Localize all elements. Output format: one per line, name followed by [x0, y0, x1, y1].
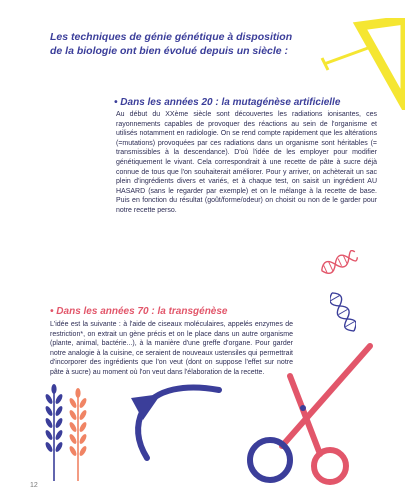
dna-icon — [330, 288, 356, 336]
section-1-title — [114, 97, 384, 108]
scissors-icon — [220, 340, 380, 490]
section-1-title-text: Dans les années 20 : la mutagénèse artificielle — [120, 97, 341, 108]
page-number: 12 — [30, 482, 38, 489]
wheat-icon — [40, 383, 100, 483]
dna-icon — [318, 250, 358, 276]
section-2-title — [50, 306, 300, 317]
section-2-title-text: Dans les années 70 : la transgénèse — [56, 306, 228, 317]
section-2-body: L'idée est la suivante : à l'aide de ciseaux moléculaires, appelés enzymes de restriction*, on extrait un gène précis et on le place dans un autre organisme (plante, animal, bactérie...), à la manière d'une greffe d'organe. Pour garder notre analogie à la cuisine, ce seraient de nouveaux ustensiles qui permettrait d'incorporer des ingrédients que l'on veut (dont on suppose l'effet sur notre pâte à sucre) au moment où l'on veut dans l'élaboration de la recette. — [50, 321, 293, 376]
section-1-bullet: • — [114, 97, 118, 108]
section-2-bullet: • — [50, 306, 54, 317]
intro-text: Les techniques de génie génétique à disposition de la biologie ont bien évolué depuis un siècle : — [50, 31, 293, 57]
arrow-icon — [115, 368, 225, 463]
section-1-body: Au début du XXème siècle sont découvertes les radiations ionisantes, ces rayonnements capables de provoquer des réactions au sein de l'organisme et utilisés notamment en radiologie. On se rend compte rapidement que les altérations (=mutations) provoquées par ces radiations dans un organisme sont héritables (= transmissibles à la descendance). D'où l'idée de les employer pour modifier génétiquement le vivant. Cela correspondrait à une recette de pâte à sucre déjà connue de tous que l'on souhaiterait améliorer. Pour y arriver, on achèterait un sac plein d'ingrédients divers et variés, et à chaque test, on saisit un ingrédient AU HASARD (sans le regarder par exemple) et on le mélange à la recette de base. Puis en fonction du résultat (goût/forme/odeur) on choisit ou non de le garder pour notre recette perso. — [116, 111, 377, 214]
